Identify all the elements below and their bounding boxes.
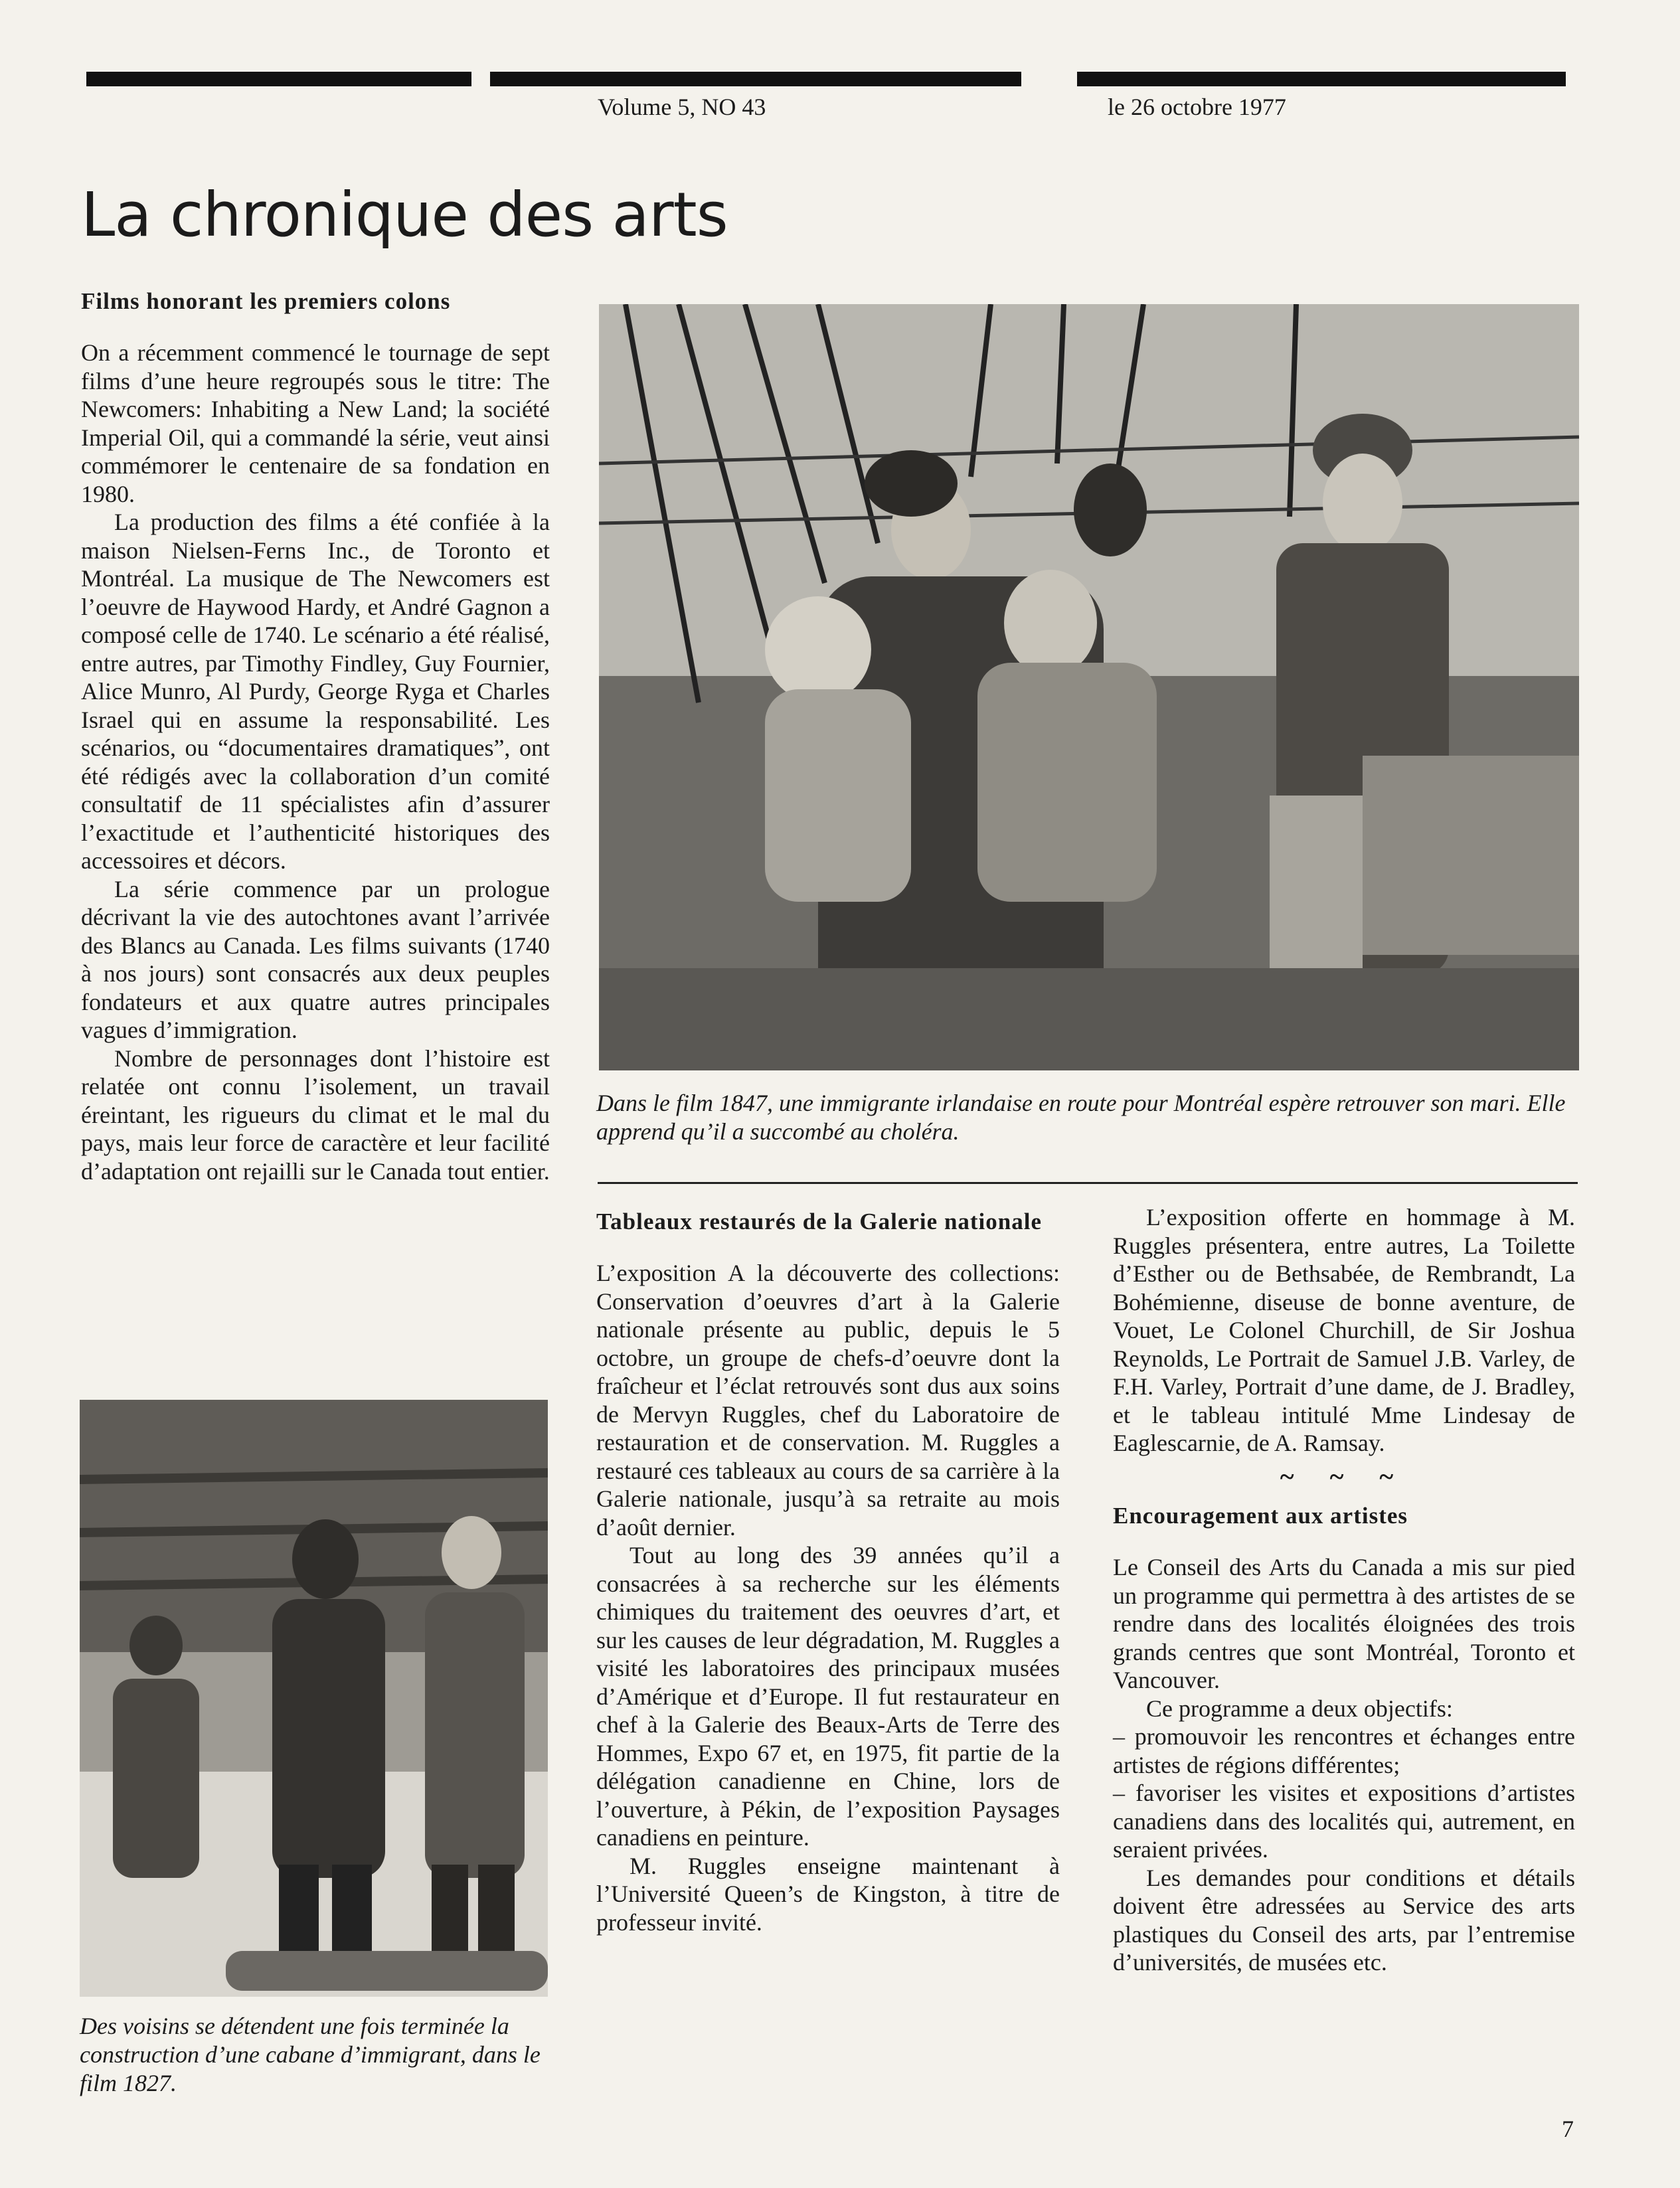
paragraph: Tout au long des 39 années qu’il a consacrées à sa recherche sur les éléments chimiques du traitement des oeuvres d’art, et sur les causes de leur dégradation, M. Ruggles a visité les laboratoires des principaux musées d’Amérique et d’Europe. Il fut restaurateur en chef à la Galerie des Beaux-Arts de Terre des Hommes, Expo 67 et, en 1975, fit partie de la délégation canadienne en Chine, lors de l’ouverture, à Pékin, de l’exposition Paysages canadiens en peinture.: [596, 1542, 1060, 1851]
photo-caption-1827: Des voisins se détendent une fois terminée la construction d’une cabane d’immigrant, dans le film 1827.: [80, 2013, 541, 2096]
article-tableaux-restaures: [596, 1207, 1060, 1936]
paragraph: Nombre de personnages dont l’histoire est relatée ont connu l’isolement, un travail éreintant, les rigueurs du climat et le mal du pays, mais leur force de caractère et leur facilité d’adaptation ont rejailli sur le Canada tout entier.: [81, 1045, 550, 1185]
paragraph: La production des films a été confiée à la maison Nielsen-Ferns Inc., de Toronto et Montréal. La musique de The Newcomers est l’oeuvre de Haywood Hardy, et André Gagnon a composé celle de 1740. Le scénario a été réalisé, entre autres, par Timothy Findley, Guy Fournier, Alice Munro, Al Purdy, George Ryga et Charles Israel qui en assume la responsabilité. Les scénarios, ou “documentaires dramatiques”, ont été rédigés avec la collaboration d’un comité consultatif de 11 spécialistes afin d’assurer l’exactitude et l’authenticité historiques des accessoires et décors.: [81, 509, 550, 874]
paragraph: Le Conseil des Arts du Canada a mis sur pied un programme qui permettra à des artistes de se rendre dans des localités éloignées des trois grands centres que sont Montréal, Toronto et Vancouver.: [1113, 1554, 1575, 1693]
paragraph: Les demandes pour conditions et détails doivent être adressées au Service des arts plastiques du Conseil des arts, par l’entremise d’universités, de musées etc.: [1113, 1864, 1575, 1976]
paragraph: L’exposition A la découverte des collections: Conservation d’oeuvres d’art à la Galerie nationale présente au public, depuis le 5 octobre, un groupe de chefs-d’oeuvre dont la fraîcheur et l’éclat retrouvés sont dus aux soins de Mervyn Ruggles, chef du Laboratoire de restauration et de conservation. M. Ruggles a restauré ces tableaux au cours de sa carrière à la Galerie nationale, jusqu’à sa retraite au mois d’août dernier.: [596, 1260, 1060, 1541]
paragraph: La série commence par un prologue décrivant la vie des autochtones avant l’arrivée des Blancs au Canada. Les films suivants (1740 à nos jours) sont consacrés aux deux peuples fondateurs et aux quatre autres principales vagues d’immigration.: [81, 875, 550, 1043]
article-heading: Tableaux restaurés de la Galerie nationale: [596, 1209, 1043, 1234]
list-item: – promouvoir les rencontres et échanges entre artistes de régions différentes;: [1113, 1723, 1575, 1778]
paragraph: L’exposition offerte en hommage à M. Ruggles présentera, entre autres, La Toilette d’Esther ou de Bethsabée, de Rembrandt, La Bohémienne, diseuse de bonne aventure, de Vouet, Le Colonel Churchill, de Sir Joshua Reynolds, Le Portrait de Samuel J.B. Varley, de F.H. Varley, Portrait d’une dame, de J. Bradley, et le tableau intitulé Mme Lindesay de Eaglescarnie, de A. Ramsay.: [1113, 1204, 1575, 1456]
film-1847-photo-image: [599, 304, 1579, 1070]
film-1827-photo: [80, 1400, 548, 1997]
list-item: – favoriser les visites et expositions d’artistes canadiens dans des localités qui, autrement, en seraient privées.: [1113, 1780, 1575, 1863]
header-rule-middle: [490, 72, 1021, 86]
section-divider: [598, 1182, 1578, 1184]
paragraph: M. Ruggles enseigne maintenant à l’Université Queen’s de Kingston, à titre de professeur invité.: [596, 1852, 1060, 1936]
film-1827-photo-image: [80, 1400, 548, 1997]
photo-caption-1847: Dans le film 1847, une immigrante irlandaise en route pour Montréal espère retrouver son mari. Elle apprend qu’il a succombé au choléra.: [596, 1090, 1566, 1145]
article-heading: Encouragement aux artistes: [1113, 1503, 1408, 1529]
film-1847-photo: [599, 304, 1579, 1070]
issue-volume: Volume 5, NO 43: [598, 94, 766, 120]
paragraph: On a récemment commencé le tournage de sept films d’une heure regroupés sous le titre: The Newcomers: Inhabiting a New Land; la société Imperial Oil, qui a commandé la série, veut ainsi commémorer le centenaire de sa fondation en 1980.: [81, 339, 550, 507]
page-title: La chronique des arts: [81, 179, 728, 250]
issue-date: le 26 octobre 1977: [1108, 94, 1286, 120]
header-rule-left: [86, 72, 471, 86]
header-rule-right: [1077, 72, 1566, 86]
section-separator: ~ ~ ~: [1280, 1461, 1408, 1491]
article-heading: Films honorant les premiers colons: [81, 288, 451, 314]
article-films-colons: [81, 287, 550, 1185]
paragraph: Ce programme a deux objectifs:: [1146, 1695, 1453, 1722]
page-number: 7: [1562, 2116, 1574, 2142]
article-column-right: [1113, 1203, 1575, 1977]
